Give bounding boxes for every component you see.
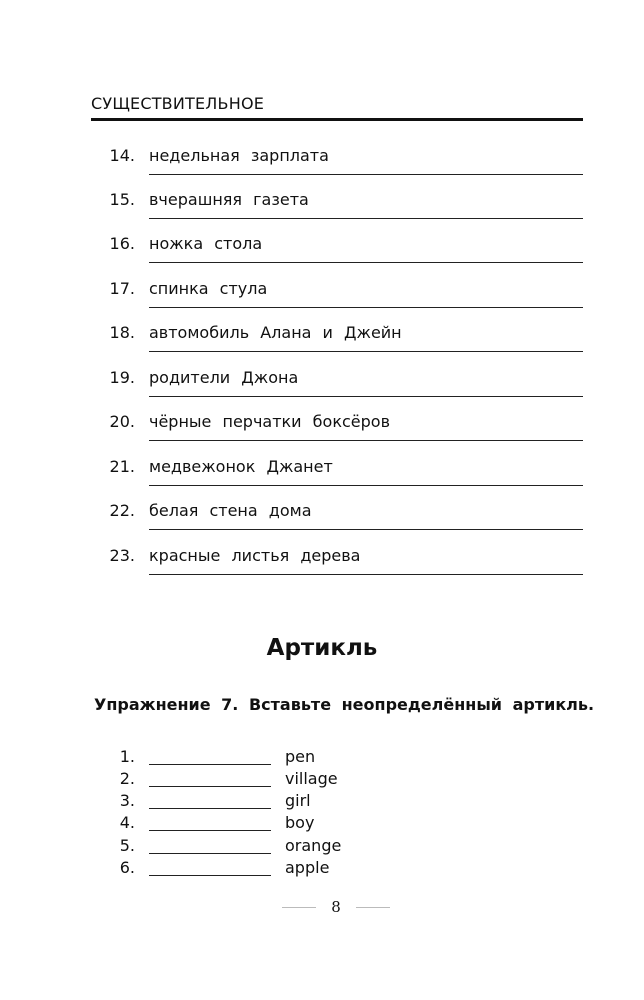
task-phrase: чёрные перчатки боксёров [149, 412, 390, 431]
article-word: girl [285, 791, 311, 810]
article-blank[interactable] [149, 786, 271, 787]
footer-rule-right [356, 907, 390, 908]
article-word: village [285, 769, 338, 788]
header-rule [91, 118, 583, 121]
task-phrase: автомобиль Алана и Джейн [149, 323, 402, 342]
article-blank[interactable] [149, 853, 271, 854]
section-title: Артикль [266, 635, 378, 661]
task-item [0, 323, 644, 367]
task-phrase: недельная зарплата [149, 146, 329, 165]
task-item [0, 146, 644, 190]
task-number: 19. [109, 368, 135, 387]
article-number: 4. [119, 813, 135, 832]
task-number: 17. [109, 279, 135, 298]
article-number: 5. [119, 836, 135, 855]
task-phrase: белая стена дома [149, 501, 312, 520]
article-item [0, 791, 644, 813]
task-item [0, 279, 644, 323]
task-number: 21. [109, 457, 135, 476]
task-number: 22. [109, 501, 135, 520]
article-item [0, 836, 644, 858]
answer-line[interactable] [149, 218, 583, 219]
article-number: 1. [119, 747, 135, 766]
task-item [0, 190, 644, 234]
task-phrase: медвежонок Джанет [149, 457, 333, 476]
task-item [0, 501, 644, 545]
article-blank[interactable] [149, 808, 271, 809]
article-blank[interactable] [149, 830, 271, 831]
task-number: 15. [109, 190, 135, 209]
task-item [0, 368, 644, 412]
page-footer [0, 898, 644, 918]
article-item [0, 747, 644, 769]
task-phrase: вчерашняя газета [149, 190, 309, 209]
task-item [0, 546, 644, 590]
answer-line[interactable] [149, 440, 583, 441]
article-item [0, 813, 644, 835]
task-number: 16. [109, 234, 135, 253]
article-number: 3. [119, 791, 135, 810]
article-number: 2. [119, 769, 135, 788]
article-blank[interactable] [149, 764, 271, 765]
article-item [0, 858, 644, 880]
task-phrase: спинка стула [149, 279, 268, 298]
article-blank[interactable] [149, 875, 271, 876]
article-word: orange [285, 836, 342, 855]
task-phrase: красные листья дерева [149, 546, 361, 565]
exercise-instruction: Упражнение 7. Вставьте неопределённый артикль. [94, 695, 595, 714]
article-word: pen [285, 747, 316, 766]
article-word: boy [285, 813, 315, 832]
task-number: 20. [109, 412, 135, 431]
answer-line[interactable] [149, 262, 583, 263]
running-header: СУЩЕСТВИТЕЛЬНОЕ [91, 94, 265, 113]
task-number: 18. [109, 323, 135, 342]
article-word: apple [285, 858, 330, 877]
footer-rule-left [282, 907, 316, 908]
task-phrase: родители Джона [149, 368, 299, 387]
article-number: 6. [119, 858, 135, 877]
answer-line[interactable] [149, 351, 583, 352]
answer-line[interactable] [149, 529, 583, 530]
answer-line[interactable] [149, 396, 583, 397]
task-number: 14. [109, 146, 135, 165]
article-item [0, 769, 644, 791]
page-number: 8 [331, 898, 341, 916]
answer-line[interactable] [149, 574, 583, 575]
answer-line[interactable] [149, 485, 583, 486]
answer-line[interactable] [149, 307, 583, 308]
answer-line[interactable] [149, 174, 583, 175]
task-item [0, 234, 644, 278]
task-number: 23. [109, 546, 135, 565]
task-item [0, 457, 644, 501]
task-phrase: ножка стола [149, 234, 263, 253]
task-item [0, 412, 644, 456]
